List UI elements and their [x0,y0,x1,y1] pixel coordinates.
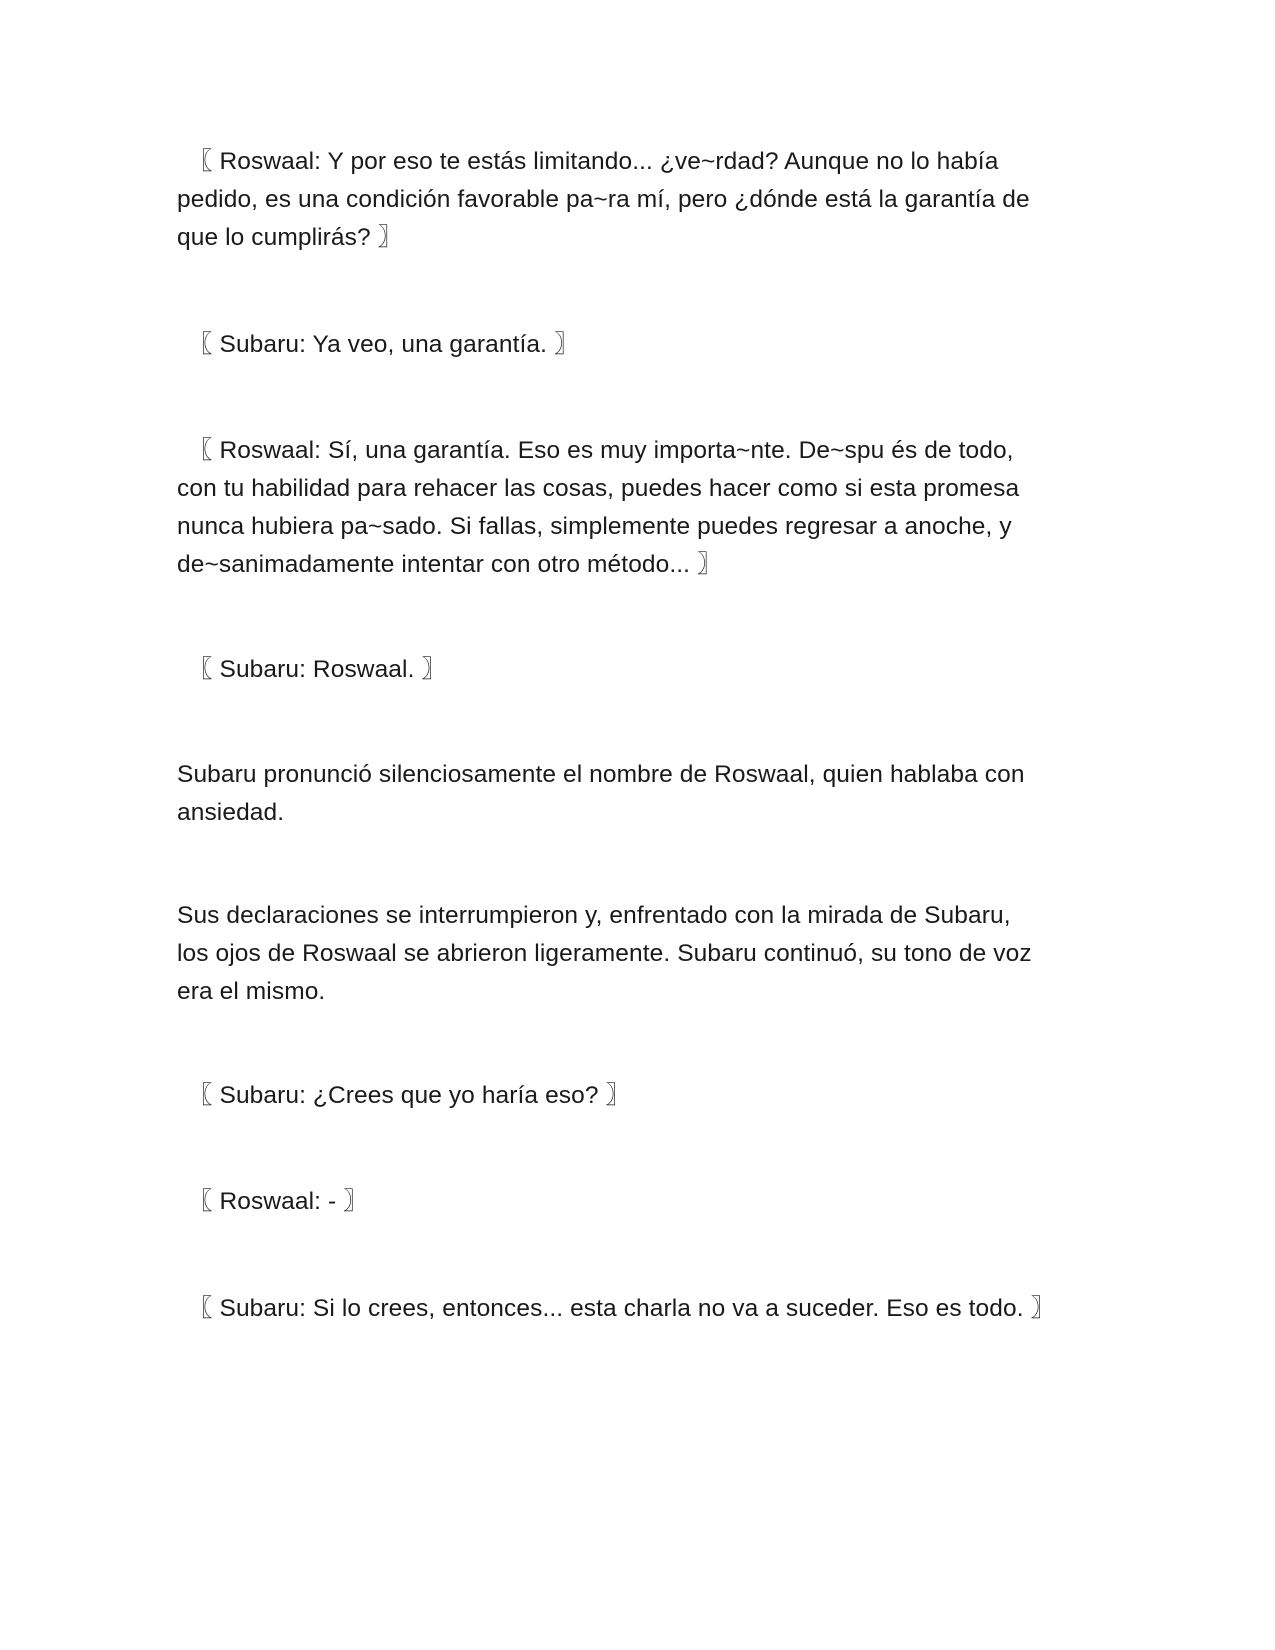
text-line: pedido, es una condición favorable pa~ra mí, pero ¿dónde está la garantía de [177,186,1030,213]
dialogue-subaru-conclusion [188,1290,1098,1328]
text-line: 〖 Roswaal: Y por eso te estás limitando... ¿ve~rdad? Aunque no lo había [188,148,999,175]
text-line: era el mismo. [177,978,326,1005]
text-line: 〖 Subaru: ¿Crees que yo haría eso? 〗 [188,1082,631,1109]
text-line: 〖 Subaru: Roswaal. 〗 [188,656,446,683]
dialogue-roswaal-important [177,432,1098,584]
dialogue-subaru-believe [188,1077,1098,1115]
text-line: 〖 Roswaal: - 〗 [188,1188,368,1215]
dialogue-subaru-roswaal [188,651,1098,689]
text-line: con tu habilidad para rehacer las cosas, puedes hacer como si esta promesa [177,475,1020,502]
text-line: Subaru pronunció silenciosamente el nombre de Roswaal, quien hablaba con [177,761,1025,788]
narration-declarations-interrupted [177,897,1097,1011]
text-line: los ojos de Roswaal se abrieron ligeramente. Subaru continuó, su tono de voz [177,940,1032,967]
dialogue-roswaal-silence [188,1183,1098,1221]
dialogue-roswaal-guarantee [177,143,1098,257]
narration-subaru-pronounced [177,756,1097,832]
text-line: que lo cumplirás? 〗 [177,224,403,251]
text-line: ansiedad. [177,799,285,826]
text-line: 〖 Subaru: Si lo crees, entonces... esta charla no va a suceder. Eso es todo. 〗 [188,1295,1056,1322]
text-line: Sus declaraciones se interrumpieron y, enfrentado con la mirada de Subaru, [177,902,1011,929]
text-line: 〖 Roswaal: Sí, una garantía. Eso es muy importa~nte. De~spu és de todo, [188,437,1014,464]
dialogue-subaru-guarantee [188,326,1098,364]
text-line: de~sanimadamente intentar con otro método... 〗 [177,551,722,578]
text-line: nunca hubiera pa~sado. Si fallas, simplemente puedes regresar a anoche, y [177,513,1012,540]
text-line: 〖 Subaru: Ya veo, una garantía. 〗 [188,331,579,358]
